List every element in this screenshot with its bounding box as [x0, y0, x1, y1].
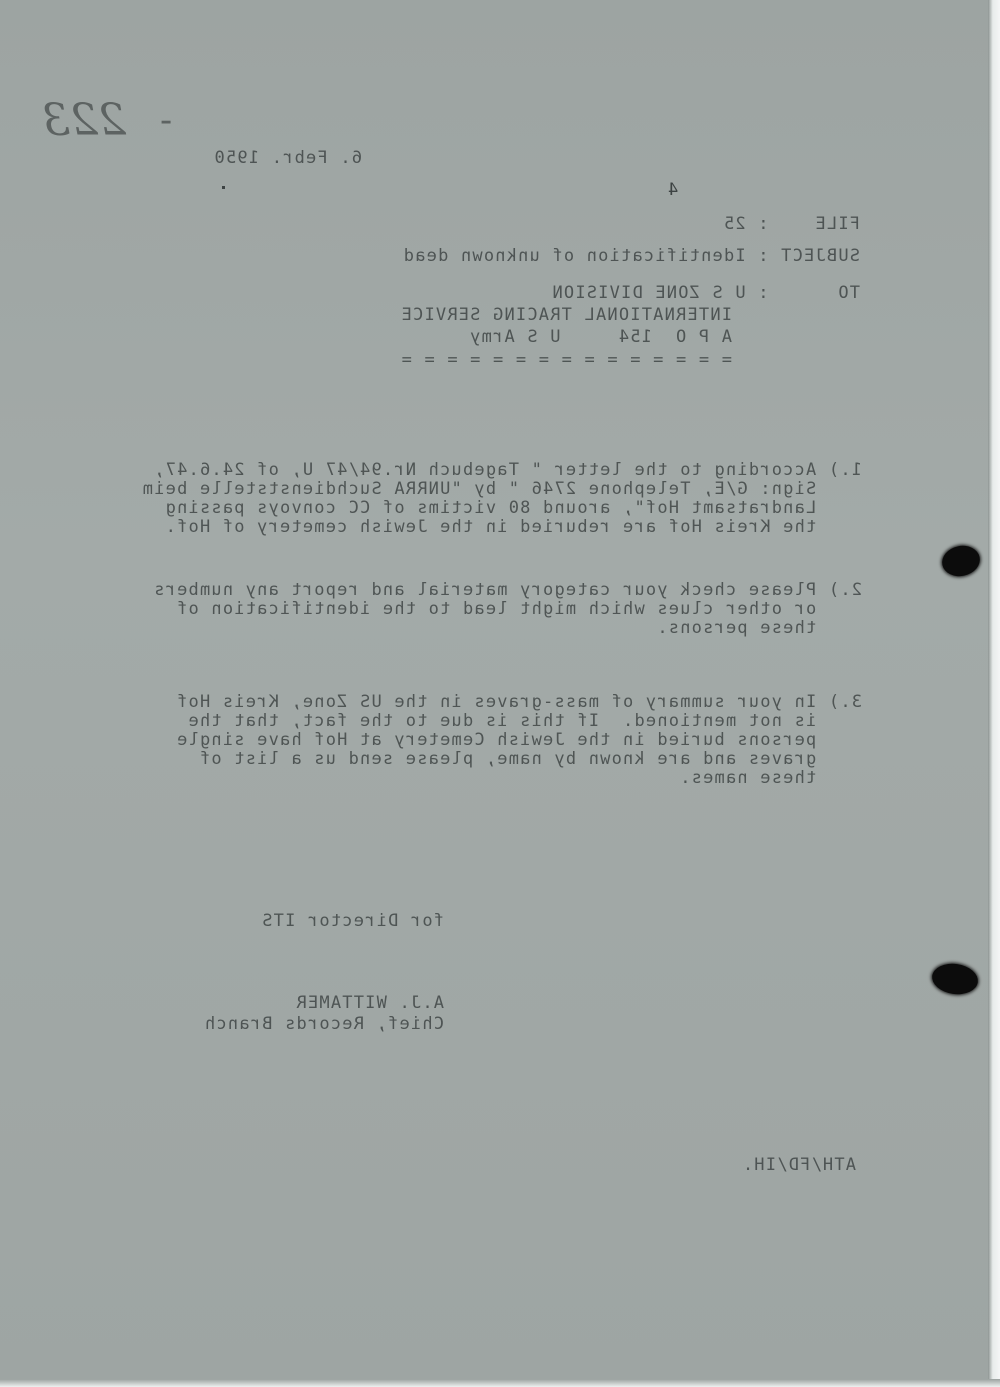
copy-number: 4 [668, 180, 679, 200]
to-line-1: TO : U S ZONE DIVISION [551, 283, 860, 303]
reference-initials: ATH/FD/IH. [741, 1155, 856, 1175]
paragraph-3: 3.) In your summary of mass-graves in the US Zone, Kreis Hof is not mentioned. If this is due to the fact, that the persons buried in the Jewish Cemetery at Hof have single graves and are known by name, please send us a list of these names. [175, 692, 862, 788]
letter-date: 6. Febr. 1950 [213, 148, 362, 168]
subject-line: SUBJECT : Identification of unknown dead [402, 246, 860, 266]
signer-title: Chief, Records Branch [203, 1014, 444, 1034]
paragraph-2: 2.) Please check your category material and report any numbers or other clues which might lead to the identification of these persons. [153, 580, 862, 638]
to-line-2: INTERNATIONAL TRACING SERVICE [400, 305, 732, 325]
paragraph-1: 1.) According to the letter " Tagebuch Nr.94/47 U, of 24.6.47, Sign: G/E, Telephone 2746 " by "UNRRA Suchdienststelle beim Landratsamt Hof", around 80 victims of CC convoys passing the Kreis Hof are reburied in the Jewish cemetery of Hof. [141, 460, 862, 537]
signoff-line: for Director ITS [261, 911, 444, 931]
handwritten-dash: - [160, 100, 173, 141]
to-line-3: A P O 154 U S Army [468, 327, 732, 347]
separator-line: = = = = = = = = = = = = = = = [400, 350, 732, 370]
file-line: FILE : 25 [722, 214, 860, 234]
handwritten-page-number: 223 [42, 95, 126, 146]
signer-name: A.J. WITTAMER [295, 993, 444, 1013]
